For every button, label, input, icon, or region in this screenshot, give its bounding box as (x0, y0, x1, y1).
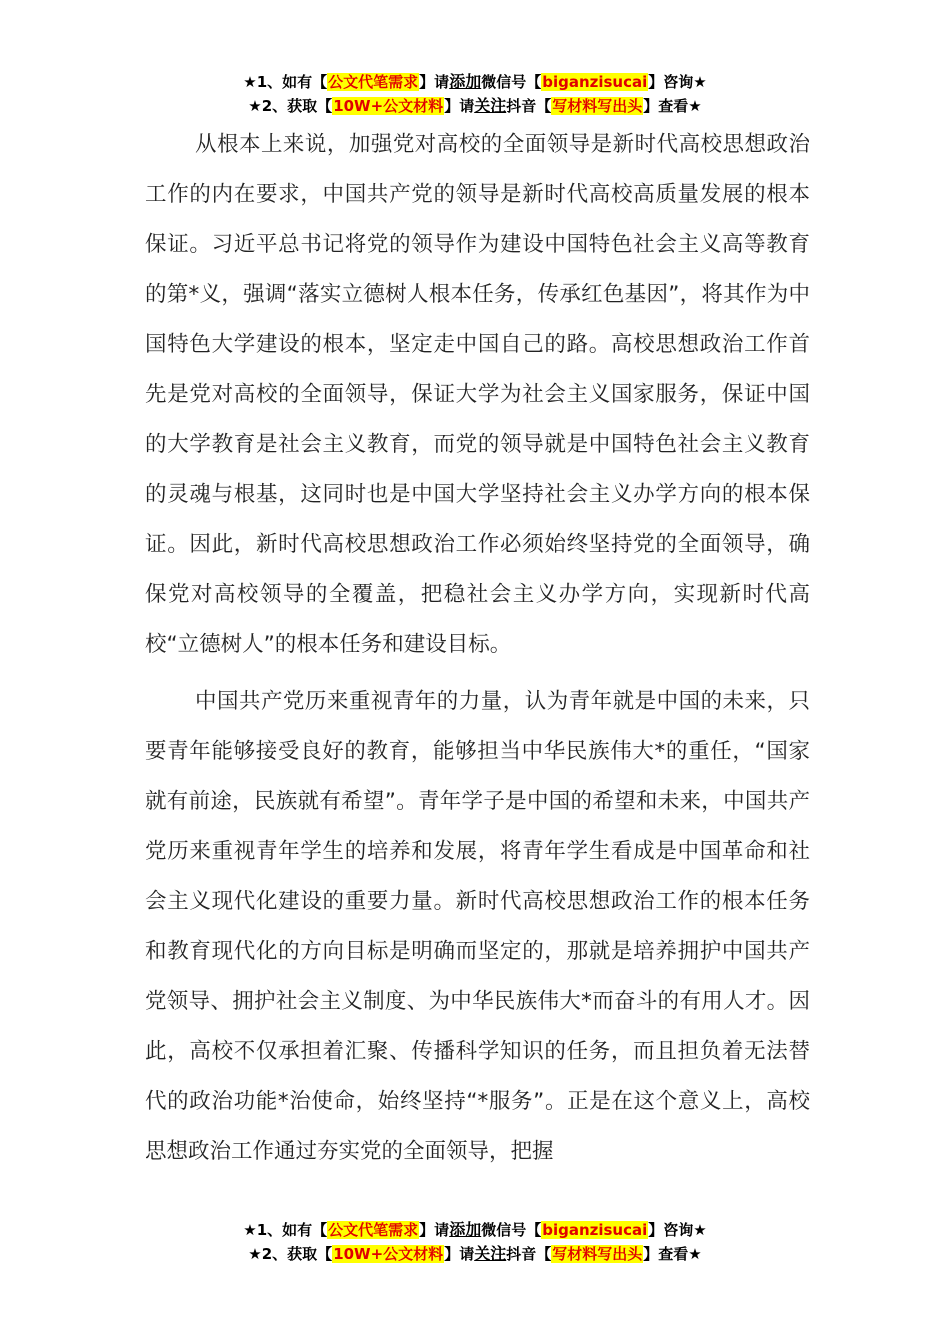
banner-text: 】咨询★ (648, 73, 707, 91)
underlined-follow: 关注 (474, 96, 507, 115)
banner-text: ★2、获取【 (248, 97, 333, 115)
underlined-add: 添加 (449, 72, 482, 91)
highlight-douyin-account: 写材料写出头 (552, 97, 643, 115)
banner-text: 微信号【 (481, 73, 542, 91)
banner-line-2 (0, 94, 950, 118)
footer-banner (0, 1218, 950, 1266)
banner-text: 微信号【 (481, 1221, 542, 1239)
underlined-add: 添加 (449, 1220, 482, 1239)
highlight-writing-service: 公文代笔需求 (328, 1221, 419, 1239)
banner-text: 】查看★ (643, 1245, 702, 1263)
banner-text: ★1、如有【 (243, 73, 328, 91)
highlight-wechat-id: biganzisucai (542, 73, 648, 91)
underlined-follow: 关注 (474, 1244, 507, 1263)
header-banner (0, 70, 950, 118)
banner-text: 】咨询★ (648, 1221, 707, 1239)
banner-text: 】请 (419, 73, 450, 91)
banner-text: 】请 (444, 1245, 475, 1263)
banner-text: 】查看★ (643, 97, 702, 115)
highlight-douyin-account: 写材料写出头 (552, 1245, 643, 1263)
banner-text: 抖音【 (506, 97, 552, 115)
paragraph-1: 从根本上来说，加强党对高校的全面领导是新时代高校思想政治工作的内在要求，中国共产党的领导是新时代高校高质量发展的根本保证。习近平总书记将党的领导作为建设中国特色社会主义高等教育的第*义，强调“落实立德树人根本任务，传承红色基因”，将其作为中国特色大学建设的根本，坚定走中国自己的路。高校思想政治工作首先是党对高校的全面领导，保证大学为社会主义国家服务，保证中国的大学教育是社会主义教育，而党的领导就是中国特色社会主义教育的灵魂与根基，这同时也是中国大学坚持社会主义办学方向的根本保证。因此，新时代高校思想政治工作必须始终坚持党的全面领导，确保党对高校领导的全覆盖，把稳社会主义办学方向，实现新时代高校“立德树人”的根本任务和建设目标。 (145, 132, 810, 657)
highlight-materials: 10W+公文材料 (333, 1245, 444, 1263)
banner-text: 】请 (419, 1221, 450, 1239)
banner-text: 】请 (444, 97, 475, 115)
banner-line-1 (0, 70, 950, 94)
highlight-materials: 10W+公文材料 (333, 97, 444, 115)
highlight-wechat-id: biganzisucai (542, 1221, 648, 1239)
document-body (145, 120, 810, 1177)
banner-line-1 (0, 1218, 950, 1242)
paragraph-2: 中国共产党历来重视青年的力量，认为青年就是中国的未来，只要青年能够接受良好的教育，能够担当中华民族伟大*的重任，“国家就有前途，民族就有希望”。青年学子是中国的希望和未来，中国共产党历来重视青年学生的培养和发展，将青年学生看成是中国革命和社会主义现代化建设的重要力量。新时代高校思想政治工作的根本任务和教育现代化的方向目标是明确而坚定的，那就是培养拥护中国共产党领导、拥护社会主义制度、为中华民族伟大*而奋斗的有用人才。因此，高校不仅承担着汇聚、传播科学知识的任务，而且担负着无法替代的政治功能*治使命，始终坚持“*服务”。正是在这个意义上，高校思想政治工作通过夯实党的全面领导，把握 (145, 689, 810, 1164)
banner-line-2 (0, 1242, 950, 1266)
banner-text: 抖音【 (506, 1245, 552, 1263)
banner-text: ★2、获取【 (248, 1245, 333, 1263)
highlight-writing-service: 公文代笔需求 (328, 73, 419, 91)
banner-text: ★1、如有【 (243, 1221, 328, 1239)
